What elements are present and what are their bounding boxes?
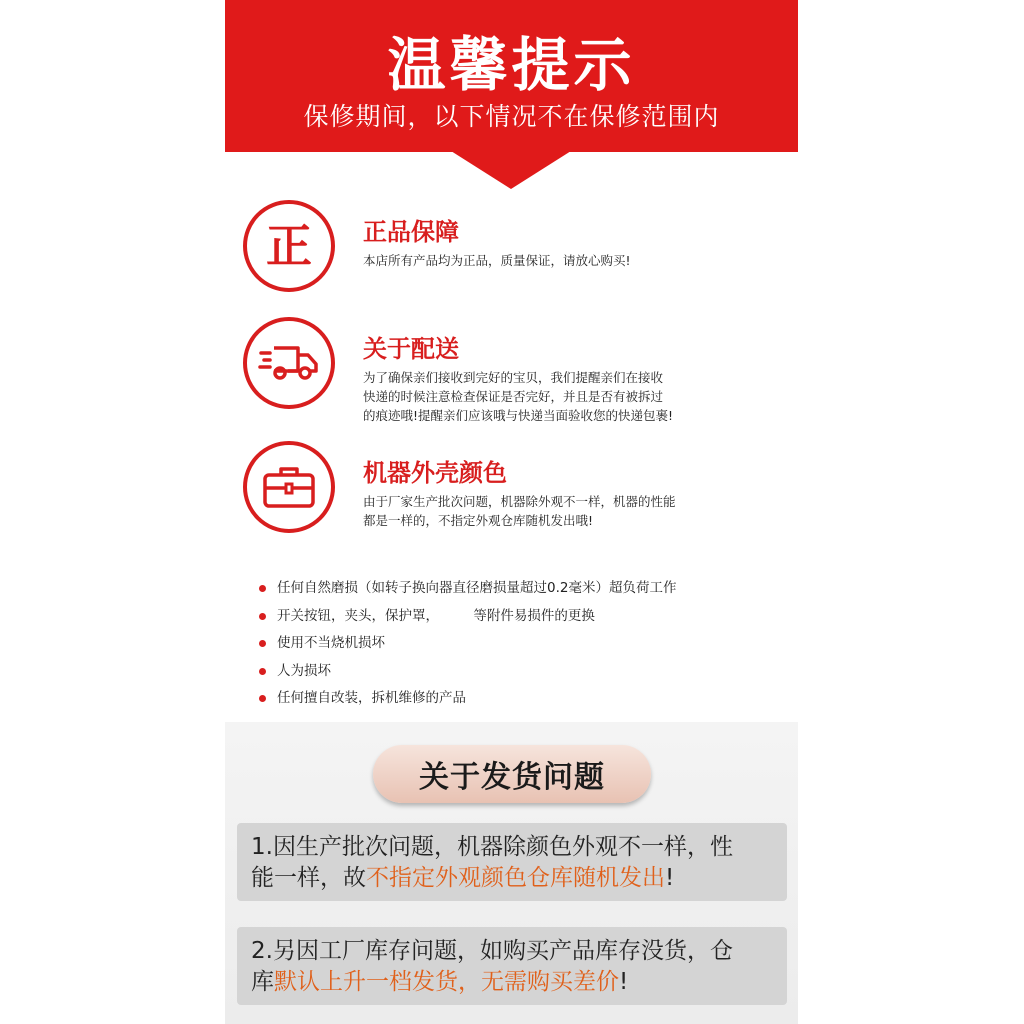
briefcase-icon bbox=[262, 465, 316, 509]
header-title: 温馨提示 bbox=[387, 31, 636, 99]
list-item bbox=[259, 631, 779, 659]
shipping-note-line bbox=[251, 967, 787, 998]
list-item bbox=[259, 576, 779, 604]
feature-icon-circle bbox=[243, 317, 335, 409]
feature-genuine bbox=[243, 200, 783, 300]
exclusion-list bbox=[259, 576, 779, 714]
header-subtitle: 保修期间，以下情况不在保修范围内 bbox=[303, 102, 720, 131]
list-item bbox=[259, 604, 779, 632]
feature-description-line: 的痕迹哦!提醒亲们应该哦与快递当面验收您的快递包裹! bbox=[363, 408, 674, 423]
shipping-note-text: 能一样，故 bbox=[251, 865, 366, 891]
feature-description bbox=[363, 368, 783, 425]
header-banner bbox=[225, 0, 798, 152]
header-arrow-pointer bbox=[451, 151, 571, 189]
feature-title: 机器外壳颜色 bbox=[363, 459, 507, 487]
shipping-note-highlight: 默认上升一档发货，无需购买差价 bbox=[274, 969, 619, 995]
feature-description-line: 都是一样的，不指定外观仓库随机发出哦! bbox=[363, 513, 594, 528]
zheng-icon: 正 bbox=[266, 219, 312, 273]
bullet-dot-icon bbox=[259, 640, 266, 647]
list-item-text: 使用不当烧机损坏 bbox=[277, 635, 385, 651]
shipping-note-text: 库 bbox=[251, 969, 274, 995]
truck-icon bbox=[258, 343, 320, 383]
list-item-text: 开关按钮，夹头，保护罩， 等附件易损件的更换 bbox=[277, 607, 595, 624]
bullet-dot-icon bbox=[259, 695, 266, 702]
shipping-note-line: 1.因生产批次问题，机器除颜色外观不一样，性 bbox=[251, 834, 733, 860]
feature-case-color bbox=[243, 441, 783, 541]
list-item-text: 任何自然磨损（如转子换向器直径磨损量超过0.2毫米）超负荷工作 bbox=[277, 580, 677, 596]
shipping-note-text: ! bbox=[619, 969, 629, 995]
bullet-dot-icon bbox=[259, 613, 266, 620]
shipping-note-line: 2.另因工厂库存问题，如购买产品库存没货，仓 bbox=[251, 938, 733, 964]
feature-description-line: 本店所有产品均为正品，质量保证，请放心购买! bbox=[363, 253, 631, 268]
list-item-text: 任何擅自改装，拆机维修的产品 bbox=[277, 690, 466, 706]
list-item bbox=[259, 686, 779, 714]
list-item bbox=[259, 659, 779, 687]
feature-description-line: 为了确保亲们接收到完好的宝贝，我们提醒亲们在接收 bbox=[363, 370, 664, 385]
shipping-note-highlight: 不指定外观颜色仓库随机发出 bbox=[366, 865, 665, 891]
feature-description-line: 快递的时候注意检查保证是否完好，并且是否有被拆过 bbox=[363, 389, 664, 404]
shipping-note-1 bbox=[237, 823, 787, 901]
shipping-section bbox=[225, 722, 798, 1024]
feature-description bbox=[363, 492, 783, 530]
shipping-note-2 bbox=[237, 927, 787, 1005]
feature-description-line: 由于厂家生产批次问题，机器除外观不一样，机器的性能 bbox=[363, 494, 676, 509]
bullet-dot-icon bbox=[259, 668, 266, 675]
shipping-note-line bbox=[251, 863, 787, 894]
bullet-dot-icon bbox=[259, 585, 266, 592]
feature-delivery bbox=[243, 317, 783, 423]
feature-title: 正品保障 bbox=[363, 218, 459, 246]
feature-description bbox=[363, 251, 783, 270]
feature-icon-circle bbox=[243, 200, 335, 292]
feature-icon-circle bbox=[243, 441, 335, 533]
shipping-section-title: 关于发货问题 bbox=[373, 745, 651, 803]
feature-title: 关于配送 bbox=[363, 335, 459, 363]
warranty-notice-poster bbox=[225, 0, 798, 1024]
list-item-text: 人为损坏 bbox=[277, 662, 331, 679]
shipping-note-text: ! bbox=[665, 865, 675, 891]
